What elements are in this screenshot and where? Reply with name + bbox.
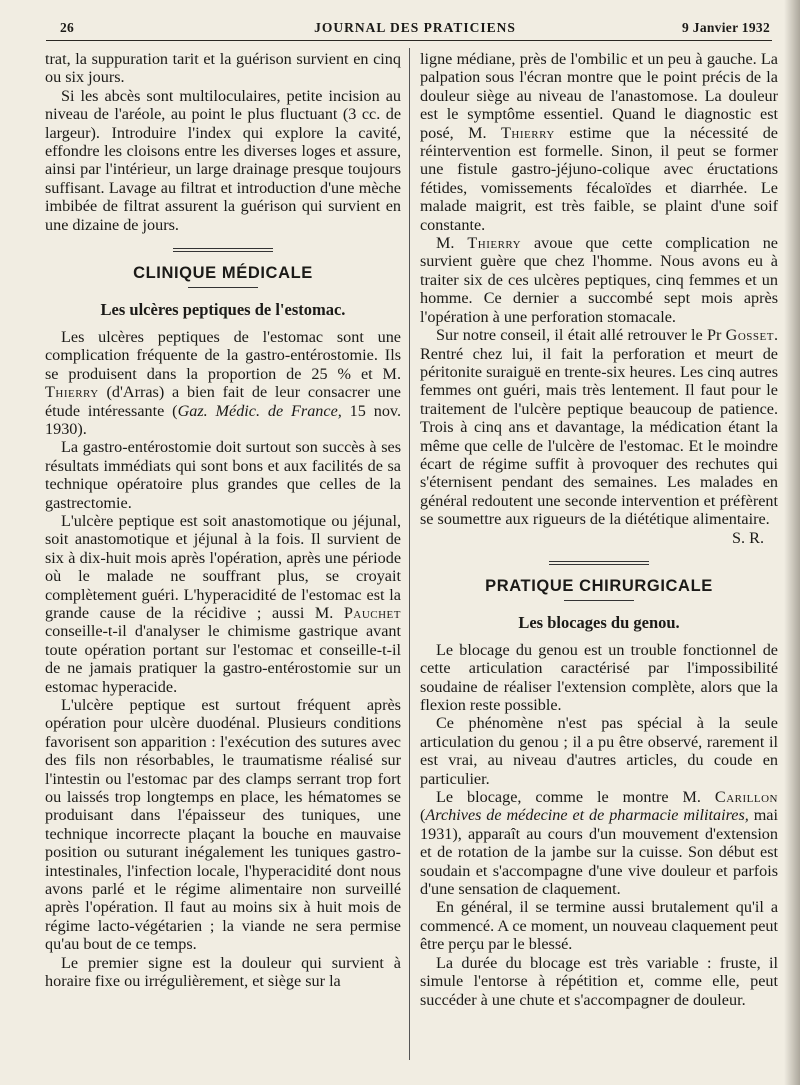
section-divider <box>549 561 649 565</box>
section-divider <box>173 248 273 252</box>
paragraph: Le blocage du genou est un trouble fonctionnel de cette articulation caractérisé par l'impossibilité soudaine de réaliser l'extension complète, alors que la flexion reste possible. <box>420 640 778 714</box>
paragraph: L'ulcère peptique est soit anastomotique ou jéjunal, soit anastomotique et jéjunal à la fois. Il survient de six à dix-huit mois après l'opération, après une période où le malade ne souffrant plus, se croyait complètement guéri. L'hyperacidité de l'estomac est la grande cause de la récidive ; aussi M. Pauchet conseille-t-il d'analyser le chimisme gastrique avant toute opération portant sur l'estomac et conseille-t-il de ne jamais pratiquer la gastro-entérostomie sur un estomac hyperacide. <box>45 511 401 696</box>
column-divider <box>409 48 410 1060</box>
section-title-clinique: CLINIQUE MÉDICALE <box>133 264 313 283</box>
page-header <box>60 18 770 40</box>
author-name: Pauchet <box>343 603 401 622</box>
section-title-pratique: PRATIQUE CHIRURGICALE <box>485 576 713 595</box>
signature: S. R. <box>732 528 764 547</box>
author-name: Carillon <box>714 788 778 807</box>
paragraph: Si les abcès sont multiloculaires, petite incision au niveau de l'aréole, au point le plus fluctuant (3 cc. de largeur). Introduire l'index qui explore la cavité, effondre les cloisons entre les diverses loges et assure, ainsi par l'intérieur, un large drainage presque toujours suffisant. Lavage au filtrat et introduction d'une mèche imbibée de filtrat assurent la guérison qui survient en une dizaine de jours. <box>45 86 401 234</box>
title-rule <box>188 287 258 288</box>
citation-source: Gaz. Médic. de France, <box>177 401 342 420</box>
author-name: Thierry <box>501 123 555 142</box>
journal-title: JOURNAL DES PRATICIENS <box>314 20 516 35</box>
paragraph: trat, la suppuration tarit et la guérison survient en cinq ou six jours. <box>45 50 401 87</box>
paragraph: Le blocage, comme le montre M. Carillon (Archives de médecine et de pharmacie militaires, mai 1931), apparaît au cours d'un mouvement d'extension et de rotation de la jambe sur la cuisse. Son début est soudain et s'accompagne d'une vive douleur et parfois d'une sensation de claquement. <box>420 788 778 899</box>
article-title-blocages: Les blocages du genou. <box>518 613 680 633</box>
paragraph: M. Thierry avoue que cette complication ne survient guère que chez l'homme. Nous avons eu à traiter six de ces ulcères peptiques, cinq femmes et un homme. Ce dernier a succombé sept mois après l'opération à une perforation stomacale. <box>420 234 778 326</box>
paragraph: Ce phénomène n'est pas spécial à la seule articulation du genou ; il a pu être observé, rarement il est vrai, au niveau d'autres articles, du coude en particulier. <box>420 714 778 788</box>
citation-source: Archives de médecine et de pharmacie militaires, <box>425 806 749 825</box>
author-name: Gosset <box>725 326 774 345</box>
paragraph: La durée du blocage est très variable : fruste, il simule l'entorse à répétition et, comme elle, peut succéder à une chute et s'accompagner de douleur. <box>420 953 778 1009</box>
author-name: Thierry <box>467 234 522 253</box>
paragraph: Sur notre conseil, il était allé retrouver le Pr Gosset. Rentré chez lui, il fait la perforation et meurt de péritonite suraiguë en trente-six heures. Les cinq autres femmes ont guéri, mais très lentement. Il faut pour le traitement de l'ulcère peptique beaucoup de patience. Trois à cinq ans et davantage, la médication étant la même que celle de l'ulcère de l'estomac. Et le moindre écart de régime suffit à provoquer des rechutes qui s'éternisent pendant des semaines. Les malades en général redoutent une seconde intervention et préfèrent se soumettre aux rigueurs de la diététique alimentaire. <box>420 326 778 529</box>
page-number: 26 <box>60 20 75 35</box>
issue-date: 9 Janvier 1932 <box>682 20 770 35</box>
paragraph: ligne médiane, près de l'ombilic et un peu à gauche. La palpation sous l'écran montre que le point précis de la douleur siège au niveau de l'anastomose. La douleur est le symptôme essentiel. Quand le diagnostic est posé, M. Thierry estime que la nécessité de réintervention est formelle. Sinon, il peut se former une fistule gastro-jéjuno-colique avec éructations fétides, vomissements fécaloïdes et diarrhée. Le malade maigrit, est très faible, se plaint d'une soif constante. <box>420 50 778 234</box>
paragraph: La gastro-entérostomie doit surtout son succès à ses résultats immédiats qui sont bons et aux facilités de sa technique opératoire plus grandes que celles de la gastrectomie. <box>45 438 401 512</box>
article-title-ulceres: Les ulcères peptiques de l'estomac. <box>100 300 346 320</box>
paragraph: En général, il se termine aussi brutalement qu'il a commencé. A ce moment, un nouveau claquement peut être perçu par le blessé. <box>420 898 778 954</box>
left-column <box>45 50 401 991</box>
page-edge-shadow <box>784 0 800 1085</box>
header-rule <box>46 40 772 41</box>
paragraph: Le premier signe est la douleur qui survient à horaire fixe ou irrégulièrement, et siège sur la <box>45 953 401 991</box>
right-column <box>420 50 778 1009</box>
title-rule <box>564 600 634 601</box>
paragraph: Les ulcères peptiques de l'estomac sont une complication fréquente de la gastro-entérostomie. Ils se produisent dans la proportion de 25 % et M. Thierry (d'Arras) a bien fait de leur consacrer une étude intéressante (Gaz. Médic. de France, 15 nov. 1930). <box>45 327 401 438</box>
paragraph: L'ulcère peptique est surtout fréquent après opération pour ulcère duodénal. Plusieurs conditions favorisent son apparition : l'exécution des sutures avec des fils non résorbables, le traumatisme réalisé sur l'intestin ou l'estomac par des clamps serrant trop fort ou laissés trop longtemps en place, les hématomes se produisant dans l'épaisseur des tuniques, une technique incorrecte plaçant la bouche en mauvaise position ou suturant inégalement les tuniques gastro-intestinales, l'infection locale, l'hyperacidité dont nous avons parlé et le régime alimentaire non surveillé après l'opération. Il faut au moins six à huit mois de régime lacto-végétarien ; la viande ne sera permise qu'au bout de ce temps. <box>45 696 401 954</box>
author-name: Thierry <box>45 383 99 402</box>
